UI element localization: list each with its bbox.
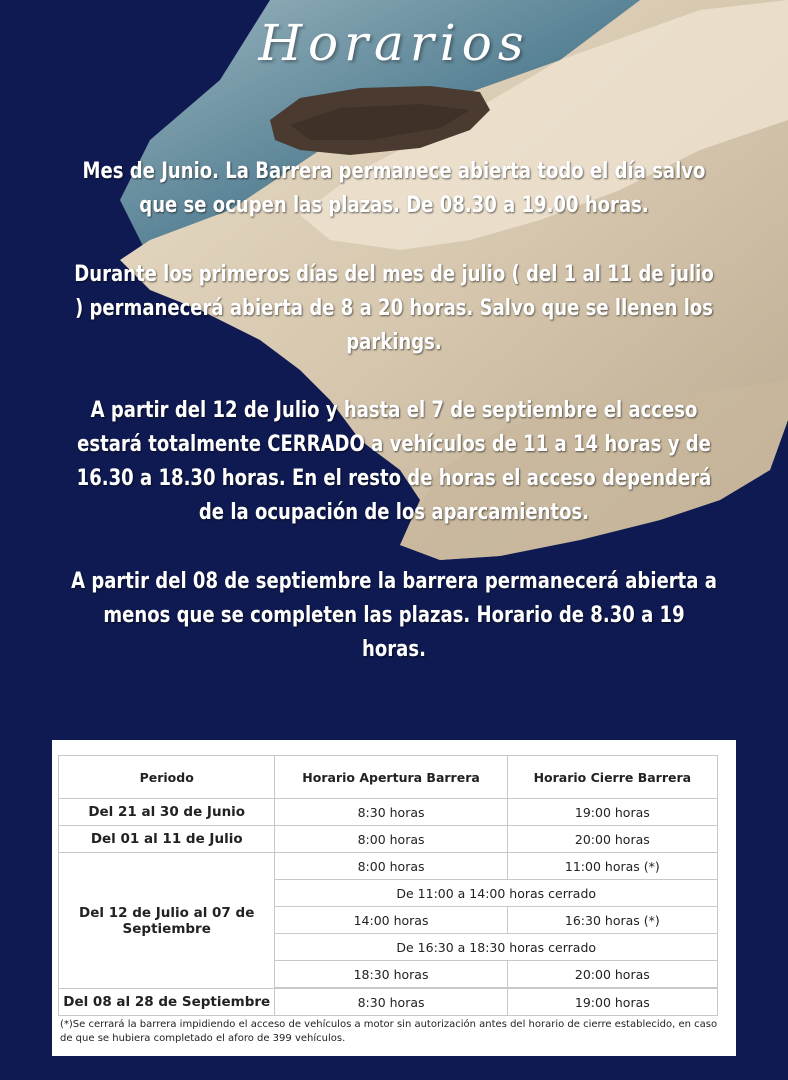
row-close-time: 19:00 horas <box>507 989 717 1016</box>
table-footnote: (*)Se cerrará la barrera impidiendo el acceso de vehículos a motor sin autorización antes del horario de cierre establecido, en caso de que se hubiera completado el aforo de 399 vehículos. <box>60 1019 718 1044</box>
table-row <box>59 826 718 853</box>
table-row <box>59 799 718 826</box>
row-close-time: 20:00 horas <box>507 961 717 988</box>
closed-interval: De 16:30 a 18:30 horas cerrado <box>275 934 718 961</box>
row-open-time: 18:30 horas <box>275 961 507 988</box>
column-header-close: Horario Cierre Barrera <box>507 756 717 799</box>
page-title: Horarios <box>258 14 530 72</box>
summer-schedule-text: A partir del 12 de Julio y hasta el 7 de septiembre el acceso estará totalmente CERRADO a vehículos de 11 a 14 horas y de 16.30 a 18.30 horas. En el resto de horas el acceso dependerá de la ocupación de los aparcamientos. <box>76 398 712 525</box>
june-schedule-text: Mes de Junio. La Barrera permanece abierta todo el día salvo que se ocupen las plazas. De 08.30 a 19.00 horas. <box>82 159 706 218</box>
september-schedule-text: A partir del 08 de septiembre la barrera permanecerá abierta a menos que se completen las plazas. Horario de 8.30 a 19 horas. <box>71 569 717 662</box>
schedule-table-card <box>52 740 736 1056</box>
table-header-row <box>59 756 718 799</box>
row-close-time: 19:00 horas <box>507 799 717 826</box>
table-row <box>59 853 718 880</box>
closed-interval: De 11:00 a 14:00 horas cerrado <box>275 880 718 907</box>
early-july-schedule-text: Durante los primeros días del mes de julio ( del 1 al 11 de julio ) permanecerá abierta de 8 a 20 horas. Salvo que se llenen los parkings. <box>74 262 714 355</box>
row-open-time: 8:00 horas <box>275 826 507 853</box>
row-close-time: 11:00 horas (*) <box>507 853 717 880</box>
row-open-time: 8:30 horas <box>275 989 507 1016</box>
row-period: Del 21 al 30 de Junio <box>59 799 275 826</box>
row-close-time: 16:30 horas (*) <box>507 907 717 934</box>
row-period: Del 01 al 11 de Julio <box>59 826 275 853</box>
table-row <box>59 989 718 1016</box>
column-header-period: Periodo <box>59 756 275 799</box>
row-period: Del 08 al 28 de Septiembre <box>59 989 275 1016</box>
row-open-time: 14:00 horas <box>275 907 507 934</box>
row-open-time: 8:00 horas <box>275 853 507 880</box>
schedule-table <box>58 755 718 1016</box>
column-header-open: Horario Apertura Barrera <box>275 756 507 799</box>
row-close-time: 20:00 horas <box>507 826 717 853</box>
row-period: Del 12 de Julio al 07 de Septiembre <box>59 853 275 989</box>
row-open-time: 8:30 horas <box>275 799 507 826</box>
